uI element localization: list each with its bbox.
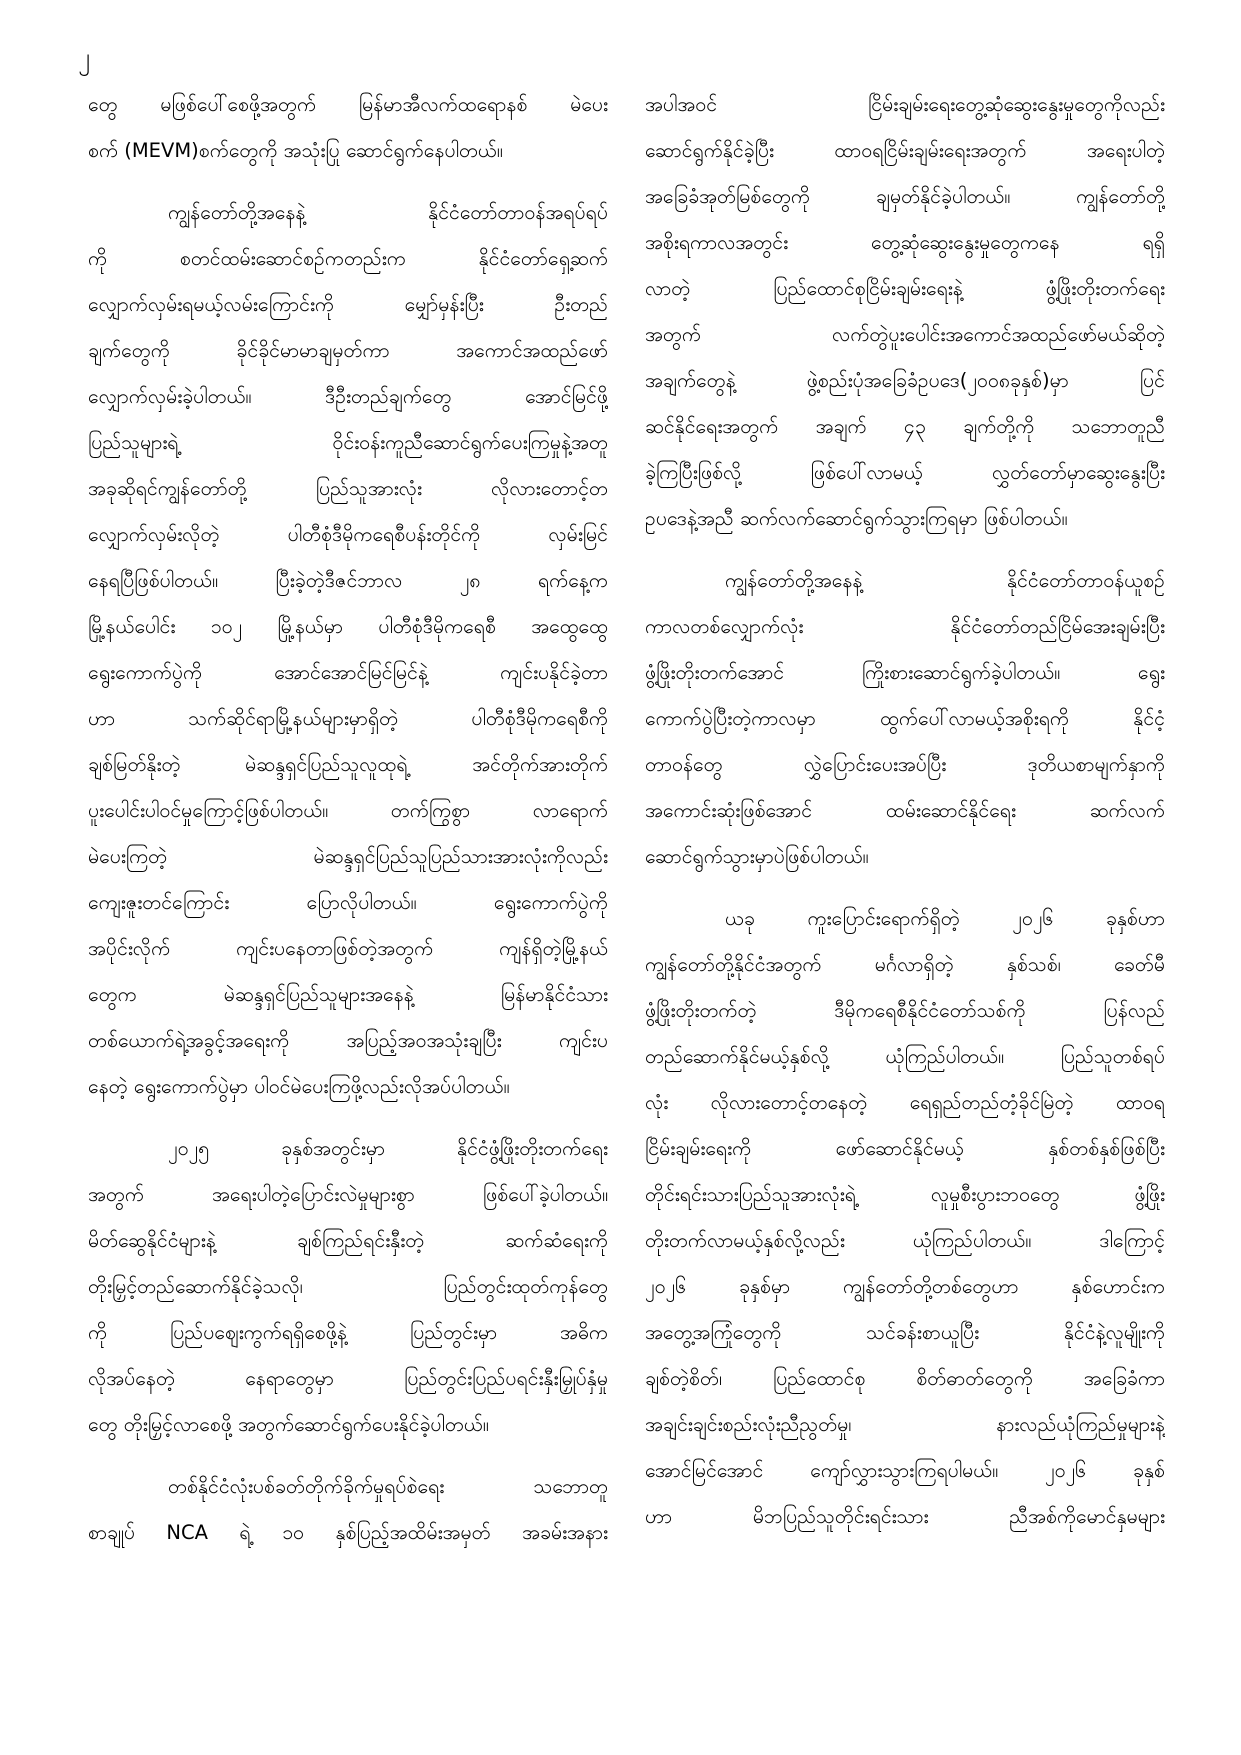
text-line: ပူးပေါင်းပါဝင်မှုကြောင့်ဖြစ်ပါတယ်။ တက်ကြွစွာ လာရောက် bbox=[88, 799, 608, 822]
paragraph bbox=[88, 1126, 608, 1448]
text-line: ဖွံ့ဖြိုးတိုးတက်အောင် ကြိုးစားဆောင်ရွက်ခဲ့ပါတယ်။ ရွေး bbox=[645, 661, 1165, 684]
text-line: တွေ တိုးမြှင့်လာစေဖို့ အတွက်ဆောင်ရွက်ပေးနိုင်ခဲ့ပါတယ်။ bbox=[88, 1413, 489, 1436]
text-line: ကို စတင်ထမ်းဆောင်စဉ်ကတည်းက နိုင်ငံတော်ရှေ့ဆက် bbox=[88, 247, 608, 270]
text-line: ဥပဒေနဲ့အညီ ဆက်လက်ဆောင်ရွက်သွားကြရမှာ ဖြစ်ပါတယ်။ bbox=[645, 507, 1068, 530]
paragraph bbox=[88, 190, 608, 1110]
text-line: စက် (MEVM)စက်တွေကို အသုံးပြု ဆောင်ရွက်နေပါတယ်။ bbox=[88, 139, 503, 162]
text-line: ဆောင်ရွက်သွားမှာပဲဖြစ်ပါတယ်။ bbox=[645, 845, 869, 868]
text-line: စာချုပ် NCA ရဲ့ ၁၀ နှစ်ပြည့်အထိမ်းအမှတ် အခမ်းအနား bbox=[88, 1521, 608, 1544]
text-line: လျှောက်လှမ်းလိုတဲ့ ပါတီစုံဒီမိုကရေစီပန်းတိုင်ကို လှမ်းမြင် bbox=[88, 523, 608, 546]
text-line: တွေ မဖြစ်ပေါ်စေဖို့အတွက် မြန်မာအီလက်ထရောနစ် မဲပေး bbox=[88, 93, 608, 116]
text-line: ၂၀၂၆ ခုနှစ်မှာ ကျွန်တော်တို့တစ်တွေဟာ နှစ်ဟောင်းက bbox=[645, 1275, 1165, 1298]
text-line: အချက်တွေနဲ့ ဖွဲ့စည်းပုံအခြေခံဥပဒေ(၂၀၀၈ခုနှစ်)မှာ ပြင် bbox=[645, 369, 1165, 392]
text-line: တွေက မဲဆန္ဒရှင်ပြည်သူများအနေနဲ့ မြန်မာနိုင်ငံသား bbox=[88, 983, 608, 1006]
paragraph bbox=[88, 1464, 608, 1556]
text-line: အတွေ့အကြုံတွေကို သင်ခန်းစာယူပြီး နိုင်ငံနဲ့လူမျိုးကို bbox=[645, 1321, 1165, 1344]
text-line: တိုးမြှင့်တည်ဆောက်နိုင်ခဲ့သလို၊ ပြည်တွင်းထုတ်ကုန်တွေ bbox=[88, 1275, 608, 1298]
text-line: လျှောက်လှမ်းရမယ့်လမ်းကြောင်းကို မျှော်မှန်းပြီး ဦးတည် bbox=[88, 293, 608, 316]
paragraph bbox=[88, 82, 608, 174]
text-line: အပိုင်းလိုက် ကျင်းပနေတာဖြစ်တဲ့အတွက် ကျန်ရှိတဲ့မြို့နယ် bbox=[88, 937, 608, 960]
text-line: လိုအပ်နေတဲ့ နေရာတွေမှာ ပြည်တွင်းပြည်ပရင်းနှီးမြှုပ်နှံမှု bbox=[88, 1367, 608, 1390]
text-line: အပါအဝင် ငြိမ်းချမ်းရေးတွေ့ဆုံဆွေးနွေးမှုတွေကိုလည်း bbox=[645, 93, 1165, 116]
text-line: နေတဲ့ ရွေးကောက်ပွဲမှာ ပါဝင်မဲပေးကြဖို့လည်းလိုအပ်ပါတယ်။ bbox=[88, 1075, 510, 1098]
text-line: ယခု ကူးပြောင်းရောက်ရှိတဲ့ ၂၀၂၆ ခုနှစ်ဟာ bbox=[725, 907, 1165, 930]
paragraph-gap bbox=[88, 1448, 608, 1464]
text-line: အစိုးရကာလအတွင်း တွေ့ဆုံဆွေးနွေးမှုတွေကနေ ရရှိ bbox=[645, 231, 1165, 254]
text-line: ဟာ မိဘပြည်သူတိုင်းရင်းသား ညီအစ်ကိုမောင်နှမများ bbox=[645, 1505, 1165, 1528]
text-line: လျှောက်လှမ်းခဲ့ပါတယ်။ ဒီဦးတည်ချက်တွေ အောင်မြင်ဖို့ bbox=[88, 385, 608, 408]
text-line: ဆင်နိုင်ရေးအတွက် အချက် ၄၃ ချက်တို့ကို သဘောတူညီ bbox=[645, 415, 1165, 438]
text-line: တိုင်းရင်းသားပြည်သူအားလုံးရဲ့ လူမှုစီးပွားဘဝတွေ ဖွံ့ဖြိုး bbox=[645, 1183, 1165, 1206]
text-line: မြို့နယ်ပေါင်း ၁၀၂ မြို့နယ်မှာ ပါတီစုံဒီမိုကရေစီ အထွေထွေ bbox=[88, 615, 608, 638]
text-line: ဆောင်ရွက်နိုင်ခဲ့ပြီး ထာဝရငြိမ်းချမ်းရေးအတွက် အရေးပါတဲ့ bbox=[645, 139, 1165, 162]
page-number: ၂ bbox=[78, 43, 90, 71]
text-line: ရွေးကောက်ပွဲကို အောင်အောင်မြင်မြင်နဲ့ ကျင်းပနိုင်ခဲ့တာ bbox=[88, 661, 608, 684]
paragraph bbox=[645, 558, 1165, 880]
text-line: ချစ်တဲ့စိတ်၊ ပြည်ထောင်စု စိတ်ဓာတ်တွေကို အခြေခံကာ bbox=[645, 1367, 1165, 1390]
text-line: ကျေးဇူးတင်ကြောင်း ပြောလိုပါတယ်။ ရွေးကောက်ပွဲကို bbox=[88, 891, 608, 914]
text-line: ကျွန်တော်တို့နိုင်ငံအတွက် မင်္ဂလာရှိတဲ့ နှစ်သစ်၊ ခေတ်မီ bbox=[645, 953, 1165, 976]
text-line: ခဲ့ကြပြီးဖြစ်လို့ ဖြစ်ပေါ်လာမယ့် လွှတ်တော်မှာဆွေးနွေးပြီး bbox=[645, 461, 1165, 484]
text-line: အခြေခံအုတ်မြစ်တွေကို ချမှတ်နိုင်ခဲ့ပါတယ်။ ကျွန်တော်တို့ bbox=[645, 185, 1165, 208]
text-line: ပြည်သူများရဲ့ ဝိုင်းဝန်းကူညီဆောင်ရွက်ပေးကြမှုနဲ့အတူ bbox=[88, 431, 608, 454]
text-line: ချက်တွေကို ခိုင်ခိုင်မာမာချမှတ်ကာ အကောင်အထည်ဖော် bbox=[88, 339, 608, 362]
text-line: တည်ဆောက်နိုင်မယ့်နှစ်လို့ ယုံကြည်ပါတယ်။ ပြည်သူတစ်ရပ် bbox=[645, 1045, 1165, 1068]
text-line: လုံး လိုလားတောင့်တနေတဲ့ ရေရှည်တည်တံ့ခိုင်မြဲတဲ့ ထာဝရ bbox=[645, 1091, 1165, 1114]
paragraph bbox=[645, 896, 1165, 1540]
paragraph-gap bbox=[88, 174, 608, 190]
text-line: နေရပြီဖြစ်ပါတယ်။ ပြီးခဲ့တဲ့ဒီဇင်ဘာလ ၂၈ ရက်နေ့က bbox=[88, 569, 608, 592]
text-line: တစ်ယောက်ရဲ့အခွင့်အရေးကို အပြည့်အဝအသုံးချပြီး ကျင်းပ bbox=[88, 1029, 608, 1052]
left-column bbox=[88, 82, 608, 1556]
text-line: ကျွန်တော်တို့အနေနဲ့ နိုင်ငံတော်တာဝန်အရပ်ရပ် bbox=[168, 201, 608, 224]
right-column bbox=[645, 82, 1165, 1540]
text-line: အခုဆိုရင်ကျွန်တော်တို့ ပြည်သူအားလုံး လိုလားတောင့်တ bbox=[88, 477, 608, 500]
text-line: အတွက် လက်တွဲပူးပေါင်းအကောင်အထည်ဖော်မယ်ဆိုတဲ့ bbox=[645, 323, 1165, 346]
text-line: တာဝန်တွေ လွှဲပြောင်းပေးအပ်ပြီး ဒုတိယစာမျက်နှာကို bbox=[645, 753, 1165, 776]
paragraph-gap bbox=[645, 542, 1165, 558]
text-line: ကို ပြည်ပဈေးကွက်ရရှိစေဖို့နဲ့ ပြည်တွင်းမှာ အဓိက bbox=[88, 1321, 608, 1344]
text-line: အောင်မြင်အောင် ကျော်လွှားသွားကြရပါမယ်။ ၂၀၂၆ ခုနှစ် bbox=[645, 1459, 1165, 1482]
text-line: တိုးတက်လာမယ့်နှစ်လို့လည်း ယုံကြည်ပါတယ်။ ဒါကြောင့် bbox=[645, 1229, 1165, 1252]
text-line: ဖွံ့ဖြိုးတိုးတက်တဲ့ ဒီမိုကရေစီနိုင်ငံတော်သစ်ကို ပြန်လည် bbox=[645, 999, 1165, 1022]
text-line: ကာလတစ်လျှောက်လုံး နိုင်ငံတော်တည်ငြိမ်အေးချမ်းပြီး bbox=[645, 615, 1165, 638]
paragraph-gap bbox=[88, 1110, 608, 1126]
text-line: မဲပေးကြတဲ့ မဲဆန္ဒရှင်ပြည်သူပြည်သားအားလုံးကိုလည်း bbox=[88, 845, 608, 868]
text-line: တစ်နိုင်ငံလုံးပစ်ခတ်တိုက်ခိုက်မှုရပ်စဲရေး သဘောတူ bbox=[168, 1475, 608, 1498]
text-line: ကျွန်တော်တို့အနေနဲ့ နိုင်ငံတော်တာဝန်ယူစဉ် bbox=[725, 569, 1165, 592]
text-line: ကောက်ပွဲပြီးတဲ့ကာလမှာ ထွက်ပေါ်လာမယ့်အစိုးရကို နိုင်ငံ့ bbox=[645, 707, 1165, 730]
text-line: ဟာ သက်ဆိုင်ရာမြို့နယ်များမှာရှိတဲ့ ပါတီစုံဒီမိုကရေစီကို bbox=[88, 707, 608, 730]
paragraph-gap bbox=[645, 880, 1165, 896]
text-line: အချင်းချင်းစည်းလုံးညီညွတ်မှု၊ နားလည်ယုံကြည်မှုများနဲ့ bbox=[645, 1413, 1165, 1436]
text-line: မိတ်ဆွေနိုင်ငံများနဲ့ ချစ်ကြည်ရင်းနှီးတဲ့ ဆက်ဆံရေးကို bbox=[88, 1229, 608, 1252]
text-line: အကောင်းဆုံးဖြစ်အောင် ထမ်းဆောင်နိုင်ရေး ဆက်လက် bbox=[645, 799, 1165, 822]
paragraph bbox=[645, 82, 1165, 542]
text-line: ငြိမ်းချမ်းရေးကို ဖော်ဆောင်နိုင်မယ့် နှစ်တစ်နှစ်ဖြစ်ပြီး bbox=[645, 1137, 1165, 1160]
text-line: အတွက် အရေးပါတဲ့ပြောင်းလဲမှုများစွာ ဖြစ်ပေါ်ခဲ့ပါတယ်။ bbox=[88, 1183, 608, 1206]
text-line: ၂၀၂၅ ခုနှစ်အတွင်းမှာ နိုင်ငံဖွံ့ဖြိုးတိုးတက်ရေး bbox=[168, 1137, 608, 1160]
text-line: ချစ်မြတ်နိုးတဲ့ မဲဆန္ဒရှင်ပြည်သူလူထုရဲ့ အင်တိုက်အားတိုက် bbox=[88, 753, 608, 776]
text-line: လာတဲ့ ပြည်ထောင်စုငြိမ်းချမ်းရေးနဲ့ ဖွံ့ဖြိုးတိုးတက်ရေး bbox=[645, 277, 1165, 300]
